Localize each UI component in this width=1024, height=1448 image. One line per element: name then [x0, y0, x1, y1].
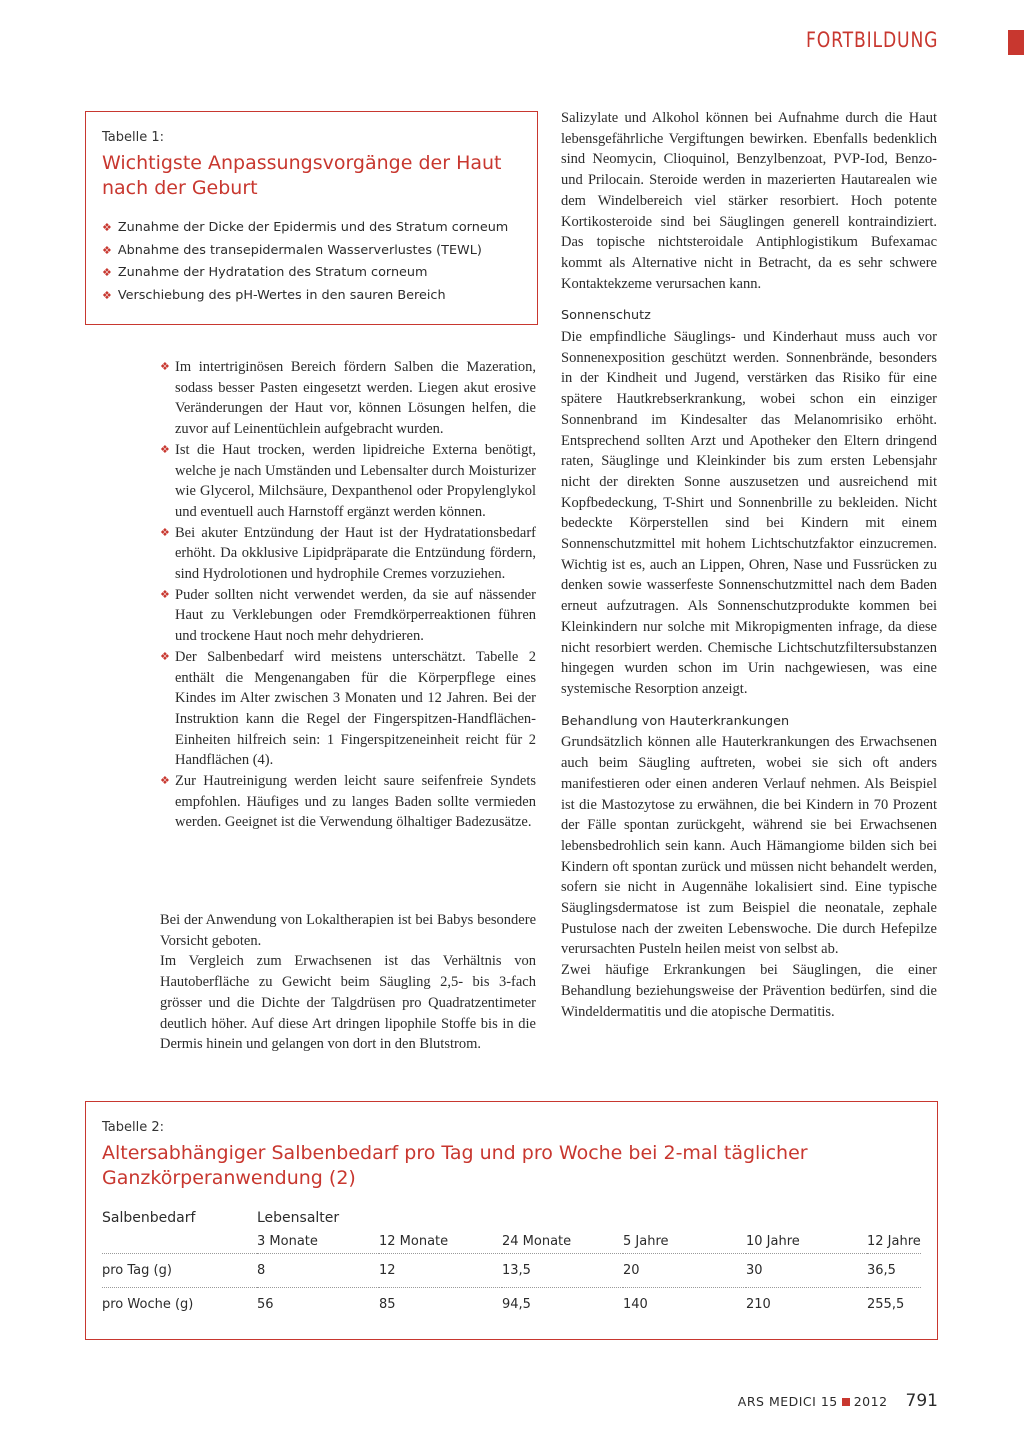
table-cell: 12: [379, 1263, 396, 1278]
list-item: ❖ Verschiebung des pH-Wertes in den sauren Bereich: [102, 287, 446, 303]
table-row: [102, 1254, 921, 1288]
table1-label: Tabelle 1:: [102, 130, 165, 145]
table1-title-line1: Wichtigste Anpassungsvorgänge der Haut: [102, 152, 502, 174]
paragraph: Zwei häufige Erkrankungen bei Säuglingen, die einer Behandlung beziehungsweise der Prävention bedürfen, sind die Windeldermatitis und die atopische Dermatitis.: [561, 962, 937, 1020]
table-cell: 255,5: [867, 1297, 905, 1312]
age-header: 5 Jahre: [623, 1233, 669, 1249]
list-item: ❖ Im intertriginösen Bereich fördern Salben die Mazeration, sodass besser Pasten eingesetzt werden. Liegen akut erosive Veränderungen der Haut vor, können Lösungen helfen, die zuvor auf Leinentüchlein aufgebracht wurden.: [160, 359, 536, 438]
page-number: 791: [905, 1391, 938, 1411]
age-header: 24 Monate: [502, 1233, 572, 1249]
diamond-bullet-icon: ❖: [102, 266, 112, 279]
row-label: pro Tag (g): [102, 1263, 172, 1278]
section-marker: [1008, 30, 1024, 55]
section-title: FORTBILDUNG: [805, 28, 938, 52]
list-item: ❖ Zunahme der Hydratation des Stratum corneum: [102, 265, 428, 280]
table2-title-line2: Ganzkörperanwendung (2): [102, 1167, 356, 1189]
subheading-behandlung: Behandlung von Hauterkrankungen: [561, 713, 790, 729]
diamond-bullet-icon: ❖: [160, 588, 170, 601]
age-header: 12 Jahre: [867, 1233, 921, 1249]
square-separator-icon: [842, 1398, 850, 1406]
table-cell: 20: [623, 1263, 640, 1278]
row-label: pro Woche (g): [102, 1297, 194, 1312]
table1-title: [102, 151, 521, 201]
group-header: Lebensalter: [257, 1210, 340, 1226]
table1-box: [85, 111, 538, 325]
table1-title-line2: nach der Geburt: [102, 177, 258, 199]
table-cell: 8: [257, 1263, 266, 1278]
ointment-table: [102, 1207, 921, 1321]
diamond-bullet-icon: ❖: [160, 361, 170, 373]
table-cell: 85: [379, 1297, 396, 1312]
table1-list: [102, 217, 521, 307]
paragraph: Im Vergleich zum Erwachsenen ist das Verhältnis von Hautoberfläche zu Gewicht beim Säugling 2,5- bis 3-fach grösser und die Dichte der Talgdrüsen pro Quadratzentimeter deutlich höher. Auf diese Art dringen lipophile Stoffe bis in die Dermis hinein und gelangen von dort in den Blutstrom.: [160, 953, 536, 1053]
subheading-sonnenschutz: Sonnenschutz: [561, 308, 651, 324]
paragraph: Die empfindliche Säuglings- und Kinderhaut muss auch vor Sonnenexposition geschützt werden. Sonnenbrände, besonders in der Kindheit und Jugend, verstärken das Risiko für eine spätere Hautkrebserkrankung, wobei schon ein einziger Sonnenbrand im Kindesalter das Melanomrisiko erhöht. Entsprechend sollten Arzt und Apotheker den Eltern dringend raten, Säuglinge und Kleinkinder bis zum ersten Lebensjahr nicht der direkten Sonne auszusetzen und ausreichend mit Kopfbedeckung, T-Shirt und Sonnenbrille zu bekleiden. Nicht bedeckte Körperstellen sind bei Kindern mit einem Sonnenschutzmittel mit hohem Lichtschutzfaktor einzucremen. Wichtig ist es, auch an Lippen, Ohren, Nase und Fussrücken zu denken sowie wasserfeste Sonnenschutzmittel nach dem Baden erneut aufzutragen. Als Sonnenschutzprodukte kommen bei Kleinkindern nur solche mit Mikropigmenten infrage, da diese nicht resorbiert werden. Chemische Lichtschutzfiltersubstanzen hingegen wurden schon im Urin nachgewiesen, was eine systemische Resorption anzeigt.: [561, 329, 937, 697]
table2-box: [85, 1101, 938, 1340]
list-item: ❖ Zunahme der Dicke der Epidermis und des Stratum corneum: [102, 220, 509, 235]
diamond-bullet-icon: ❖: [102, 243, 112, 257]
table-cell: 94,5: [502, 1297, 531, 1312]
age-header: 3 Monate: [257, 1233, 318, 1249]
list-item: ❖ Abnahme des transepidermalen Wasserverlustes (TEWL): [102, 242, 482, 258]
table-cell: 30: [746, 1263, 763, 1278]
age-header: 12 Monate: [379, 1233, 449, 1249]
list-item: ❖ Ist die Haut trocken, werden lipidreiche Externa benötigt, welche je nach Umständen und Lebensalter durch Moisturizer wie Glycerol, Milchsäure, Dexpanthenol oder Propylenglykol und eventuell auch Harnstoff ergänzt werden können.: [160, 441, 536, 520]
table2-label: Tabelle 2:: [102, 1120, 165, 1135]
diamond-bullet-icon: ❖: [160, 650, 170, 663]
table-cell: 56: [257, 1297, 274, 1312]
list-item: ❖ Puder sollten nicht verwendet werden, da sie auf nässender Haut zu Verklebungen oder Fremdkörperreaktionen führen und trockene Haut noch mehr dehydrieren.: [160, 586, 536, 645]
table-cell: 140: [623, 1297, 648, 1312]
table-row: [102, 1288, 921, 1321]
left-column-text: [160, 910, 536, 1055]
column-header: Salbenbedarf: [102, 1210, 196, 1226]
table-cell: 210: [746, 1297, 771, 1312]
table2-title: [102, 1141, 921, 1191]
table-cell: 36,5: [867, 1263, 896, 1278]
diamond-bullet-icon: ❖: [160, 443, 170, 456]
diamond-bullet-icon: ❖: [160, 775, 170, 788]
diamond-bullet-icon: ❖: [102, 288, 112, 302]
page-footer: [738, 1391, 938, 1411]
table2-title-line1: Altersabhängiger Salbenbedarf pro Tag und pro Woche bei 2-mal täglicher: [102, 1142, 808, 1164]
paragraph: Grundsätzlich können alle Hauterkrankungen des Erwachsenen auch beim Säugling auftreten, wobei sie sich oft anders manifestieren oder einen anderen Verlauf nehmen. Als Beispiel ist die Mastozytose zu erwähnen, die bei Kindern in 70 Prozent der Fälle spontan zurückgeht, während sie bei Erwachsenen lebensbedrohlich sein kann. Auch Hämangiome bilden sich bei Kindern oft spontan zurück und müssen nicht behandelt werden, sofern sie nicht in Augennähe lokalisiert sind. Eine typische Säuglingsdermatose ist zum Beispiel die neonatale, zephale Pustulose nach der zweiten Lebenswoche. Die durch Hefepilze verursachten Pusteln heilen meist von selbst ab.: [561, 734, 937, 958]
journal-name: ARS MEDICI 15: [737, 1394, 838, 1409]
right-column-text: [561, 108, 937, 1022]
journal-year: 2012: [853, 1394, 888, 1409]
diamond-bullet-icon: ❖: [160, 526, 170, 539]
list-item: ❖ Bei akuter Entzündung der Haut ist der Hydratationsbedarf erhöht. Da okklusive Lipidpräparate die Entzündung fördern, sind Hydrolotionen und hydrophile Cremes vorzuziehen.: [160, 524, 536, 583]
table-cell: 13,5: [502, 1263, 531, 1278]
age-header: 10 Jahre: [746, 1233, 800, 1249]
paragraph: Salizylate und Alkohol können bei Aufnahme durch die Haut lebensgefährliche Vergiftungen bewirken. Ebenfalls bedenklich sind Neomycin, Clioquinol, Benzylbenzoat, PVP-Iod, Benzo- und Prilocain. Steroide werden in mazerierten Hautarealen wie dem Windelbereich viel stärker resorbiert. Hoch potente Kortikosteroide sind bei Säuglingen generell kontraindiziert. Das topische nichtsteroidale Antiphlogistikum Bufexamac kommt als Alternative nicht in Betracht, da es sehr schwere Kontaktekzeme verursachen kann.: [561, 110, 937, 292]
paragraph: Bei der Anwendung von Lokaltherapien ist bei Babys besondere Vorsicht geboten.: [160, 912, 536, 949]
diamond-bullet-icon: ❖: [102, 221, 112, 234]
list-item: ❖ Der Salbenbedarf wird meistens unterschätzt. Tabelle 2 enthält die Mengenangaben für die Körperpflege eines Kindes im Alter zwischen 3 Monaten und 12 Jahren. Bei der Instruktion kann die Regel der Fingerspitzen-Handflächen-Einheiten hilfreich sein: 1 Fingerspitzeneinheit reicht für 2 Handflächen (4).: [160, 648, 536, 769]
recommendation-list: [160, 357, 536, 833]
list-item: ❖ Zur Hautreinigung werden leicht saure seifenfreie Syndets empfohlen. Häufiges und zu langes Baden sollte vermieden werden. Geeignet ist die Verwendung ölhaltiger Badezusätze.: [160, 773, 536, 831]
